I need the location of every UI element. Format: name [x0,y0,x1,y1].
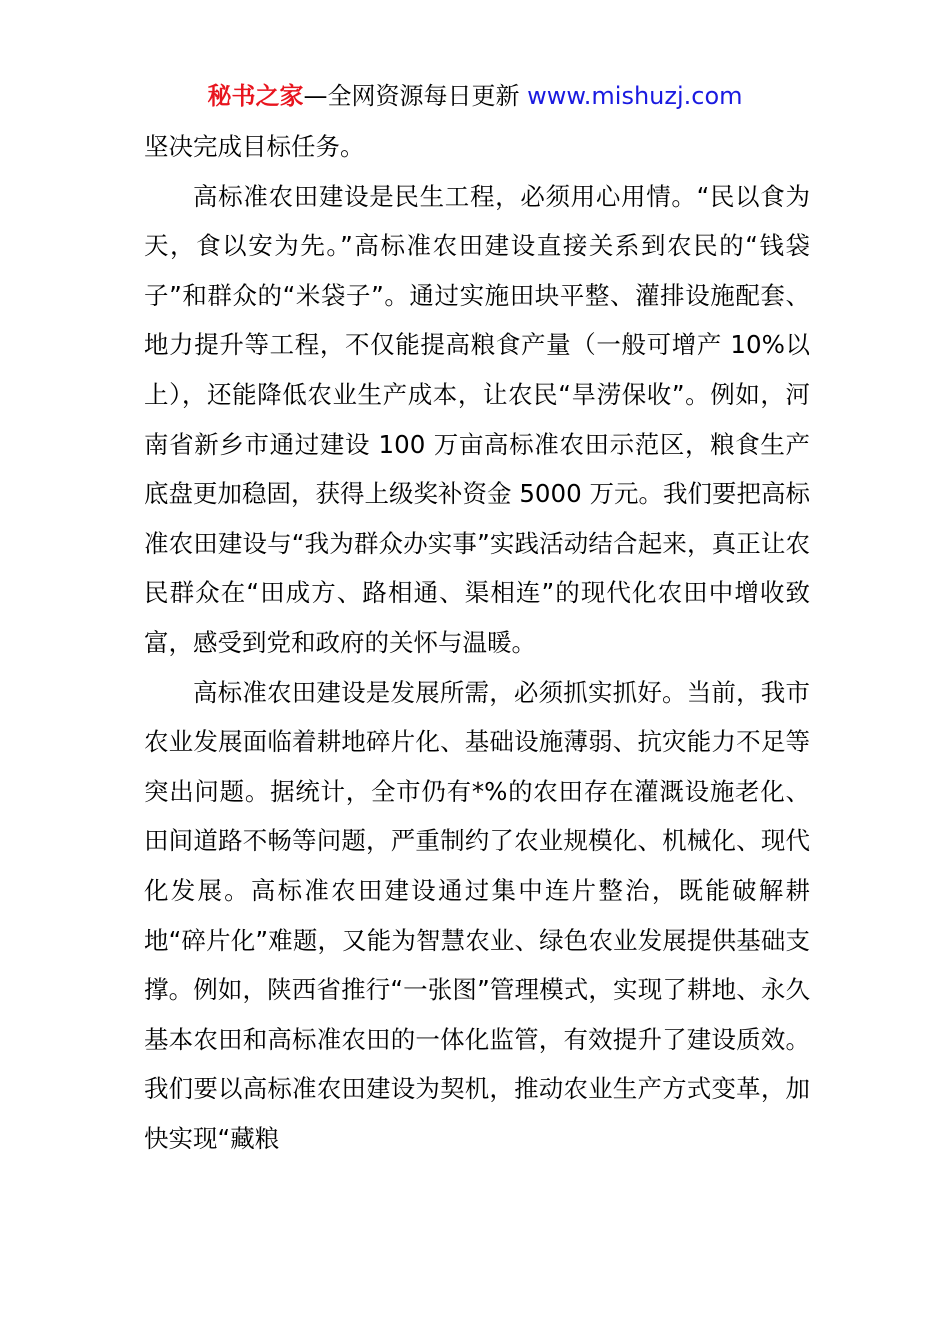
brand-name: 秘书之家 [207,82,304,110]
paragraph-development: 高标准农田建设是发展所需，必须抓实抓好。当前，我市农业发展面临着耕地碎片化、基础设施薄弱、抗灾能力不足等突出问题。据统计，全市仍有*%的农田存在灌溉设施老化、田间道路不畅等问题，严重制约了农业规模化、机械化、现代化发展。高标准农田建设通过集中连片整治，既能破解耕地“碎片化”难题，又能为智慧农业、绿色农业发展提供基础支撑。例如，陕西省推行“一张图”管理模式，实现了耕地、永久基本农田和高标准农田的一体化监管，有效提升了建设质效。我们要以高标准农田建设为契机，推动农业生产方式变革，加快实现“藏粮 [144,677,810,1153]
document-body [144,122,810,1163]
site-url-link[interactable]: www.mishuzj.com [527,82,743,110]
paragraph-livelihood: 高标准农田建设是民生工程，必须用心用情。“民以食为天，食以安为先。”高标准农田建设直接关系到农民的“钱袋子”和群众的“米袋子”。通过实施田块平整、灌排设施配套、地力提升等工程，不仅能提高粮食产量（一般可增产 10%以上），还能降低农业生产成本，让农民“旱涝保收”。例如，河南省新乡市通过建设 100 万亩高标准农田示范区，粮食生产底盘更加稳固，获得上级奖补资金 5000 万元。我们要把高标准农田建设与“我为群众办实事”实践活动结合起来，真正让农民群众在“田成方、路相通、渠相连”的现代化农田中增收致富，感受到党和政府的关怀与温暖。 [144,181,810,657]
paragraph-continuation: 坚决完成目标任务。 [144,132,365,161]
header-tagline: —全网资源每日更新 [303,82,528,110]
page-header [0,80,950,112]
